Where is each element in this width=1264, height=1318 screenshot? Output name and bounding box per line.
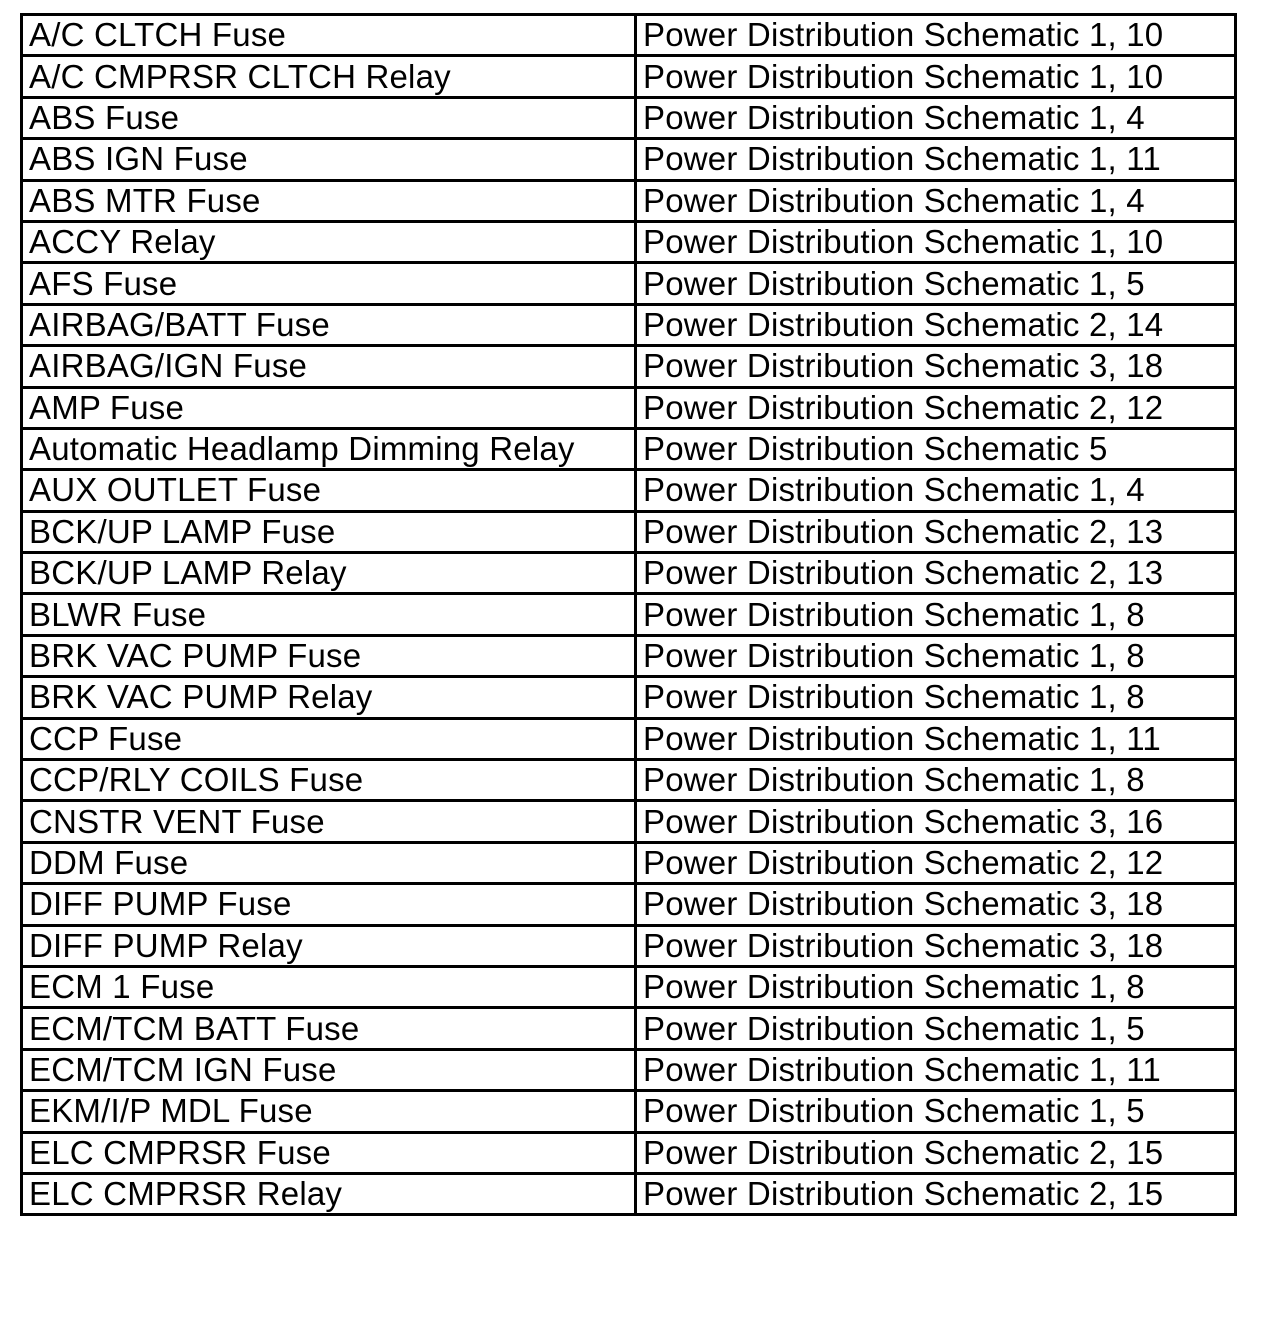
table-row xyxy=(22,97,1236,138)
schematic-reference-cell: Power Distribution Schematic 3, 18 xyxy=(636,925,1236,966)
component-name-cell: EKM/I/P MDL Fuse xyxy=(22,1091,636,1132)
component-name-cell: A/C CMPRSR CLTCH Relay xyxy=(22,56,636,97)
component-name-cell: DIFF PUMP Relay xyxy=(22,925,636,966)
component-name-cell: ELC CMPRSR Relay xyxy=(22,1173,636,1214)
component-name-cell: AIRBAG/IGN Fuse xyxy=(22,346,636,387)
table-row xyxy=(22,1132,1236,1173)
table-row xyxy=(22,1173,1236,1214)
table-row xyxy=(22,1049,1236,1090)
table-row xyxy=(22,470,1236,511)
schematic-reference-cell: Power Distribution Schematic 1, 8 xyxy=(636,635,1236,676)
schematic-reference-cell: Power Distribution Schematic 1, 4 xyxy=(636,97,1236,138)
schematic-reference-cell: Power Distribution Schematic 1, 4 xyxy=(636,180,1236,221)
schematic-reference-cell: Power Distribution Schematic 2, 13 xyxy=(636,553,1236,594)
table-row xyxy=(22,842,1236,883)
table-row xyxy=(22,346,1236,387)
schematic-reference-cell: Power Distribution Schematic 2, 15 xyxy=(636,1173,1236,1214)
table-row xyxy=(22,221,1236,262)
component-name-cell: ECM/TCM BATT Fuse xyxy=(22,1008,636,1049)
table-row xyxy=(22,884,1236,925)
component-name-cell: ECM 1 Fuse xyxy=(22,966,636,1007)
table-row xyxy=(22,1008,1236,1049)
component-name-cell: AIRBAG/BATT Fuse xyxy=(22,304,636,345)
schematic-reference-cell: Power Distribution Schematic 1, 5 xyxy=(636,263,1236,304)
document-page xyxy=(20,13,1234,1216)
table-row xyxy=(22,635,1236,676)
component-name-cell: AMP Fuse xyxy=(22,387,636,428)
schematic-reference-cell: Power Distribution Schematic 3, 18 xyxy=(636,346,1236,387)
table-row xyxy=(22,1091,1236,1132)
component-name-cell: BCK/UP LAMP Relay xyxy=(22,553,636,594)
table-row xyxy=(22,760,1236,801)
schematic-reference-cell: Power Distribution Schematic 3, 16 xyxy=(636,801,1236,842)
component-name-cell: BLWR Fuse xyxy=(22,594,636,635)
table-row xyxy=(22,180,1236,221)
schematic-reference-cell: Power Distribution Schematic 3, 18 xyxy=(636,884,1236,925)
table-row xyxy=(22,428,1236,469)
table-row xyxy=(22,15,1236,56)
schematic-reference-cell: Power Distribution Schematic 1, 10 xyxy=(636,15,1236,56)
component-name-cell: ELC CMPRSR Fuse xyxy=(22,1132,636,1173)
component-name-cell: CCP/RLY COILS Fuse xyxy=(22,760,636,801)
component-name-cell: ABS Fuse xyxy=(22,97,636,138)
schematic-reference-cell: Power Distribution Schematic 1, 11 xyxy=(636,1049,1236,1090)
table-row xyxy=(22,594,1236,635)
schematic-reference-cell: Power Distribution Schematic 2, 12 xyxy=(636,842,1236,883)
table-row xyxy=(22,925,1236,966)
component-name-cell: ABS IGN Fuse xyxy=(22,139,636,180)
component-name-cell: BCK/UP LAMP Fuse xyxy=(22,511,636,552)
component-name-cell: AUX OUTLET Fuse xyxy=(22,470,636,511)
component-name-cell: ACCY Relay xyxy=(22,221,636,262)
schematic-reference-cell: Power Distribution Schematic 1, 8 xyxy=(636,966,1236,1007)
schematic-reference-cell: Power Distribution Schematic 2, 13 xyxy=(636,511,1236,552)
component-name-cell: CCP Fuse xyxy=(22,718,636,759)
schematic-reference-cell: Power Distribution Schematic 2, 14 xyxy=(636,304,1236,345)
table-row xyxy=(22,139,1236,180)
table-row xyxy=(22,387,1236,428)
component-name-cell: BRK VAC PUMP Fuse xyxy=(22,635,636,676)
table-row xyxy=(22,511,1236,552)
table-row xyxy=(22,718,1236,759)
table-row xyxy=(22,677,1236,718)
table-row xyxy=(22,304,1236,345)
table-row xyxy=(22,56,1236,97)
schematic-reference-cell: Power Distribution Schematic 1, 8 xyxy=(636,677,1236,718)
table-row xyxy=(22,801,1236,842)
schematic-reference-cell: Power Distribution Schematic 1, 5 xyxy=(636,1091,1236,1132)
table-row xyxy=(22,553,1236,594)
component-name-cell: ABS MTR Fuse xyxy=(22,180,636,221)
table-body xyxy=(22,15,1236,1215)
component-name-cell: AFS Fuse xyxy=(22,263,636,304)
component-name-cell: ECM/TCM IGN Fuse xyxy=(22,1049,636,1090)
schematic-reference-cell: Power Distribution Schematic 2, 12 xyxy=(636,387,1236,428)
schematic-reference-cell: Power Distribution Schematic 1, 5 xyxy=(636,1008,1236,1049)
schematic-reference-cell: Power Distribution Schematic 1, 11 xyxy=(636,139,1236,180)
schematic-reference-cell: Power Distribution Schematic 5 xyxy=(636,428,1236,469)
component-location-table xyxy=(20,13,1237,1216)
component-name-cell: Automatic Headlamp Dimming Relay xyxy=(22,428,636,469)
table-row xyxy=(22,966,1236,1007)
schematic-reference-cell: Power Distribution Schematic 1, 8 xyxy=(636,594,1236,635)
schematic-reference-cell: Power Distribution Schematic 1, 4 xyxy=(636,470,1236,511)
schematic-reference-cell: Power Distribution Schematic 1, 10 xyxy=(636,56,1236,97)
component-name-cell: BRK VAC PUMP Relay xyxy=(22,677,636,718)
schematic-reference-cell: Power Distribution Schematic 2, 15 xyxy=(636,1132,1236,1173)
component-name-cell: DDM Fuse xyxy=(22,842,636,883)
schematic-reference-cell: Power Distribution Schematic 1, 10 xyxy=(636,221,1236,262)
schematic-reference-cell: Power Distribution Schematic 1, 11 xyxy=(636,718,1236,759)
table-row xyxy=(22,263,1236,304)
component-name-cell: DIFF PUMP Fuse xyxy=(22,884,636,925)
component-name-cell: CNSTR VENT Fuse xyxy=(22,801,636,842)
component-name-cell: A/C CLTCH Fuse xyxy=(22,15,636,56)
schematic-reference-cell: Power Distribution Schematic 1, 8 xyxy=(636,760,1236,801)
